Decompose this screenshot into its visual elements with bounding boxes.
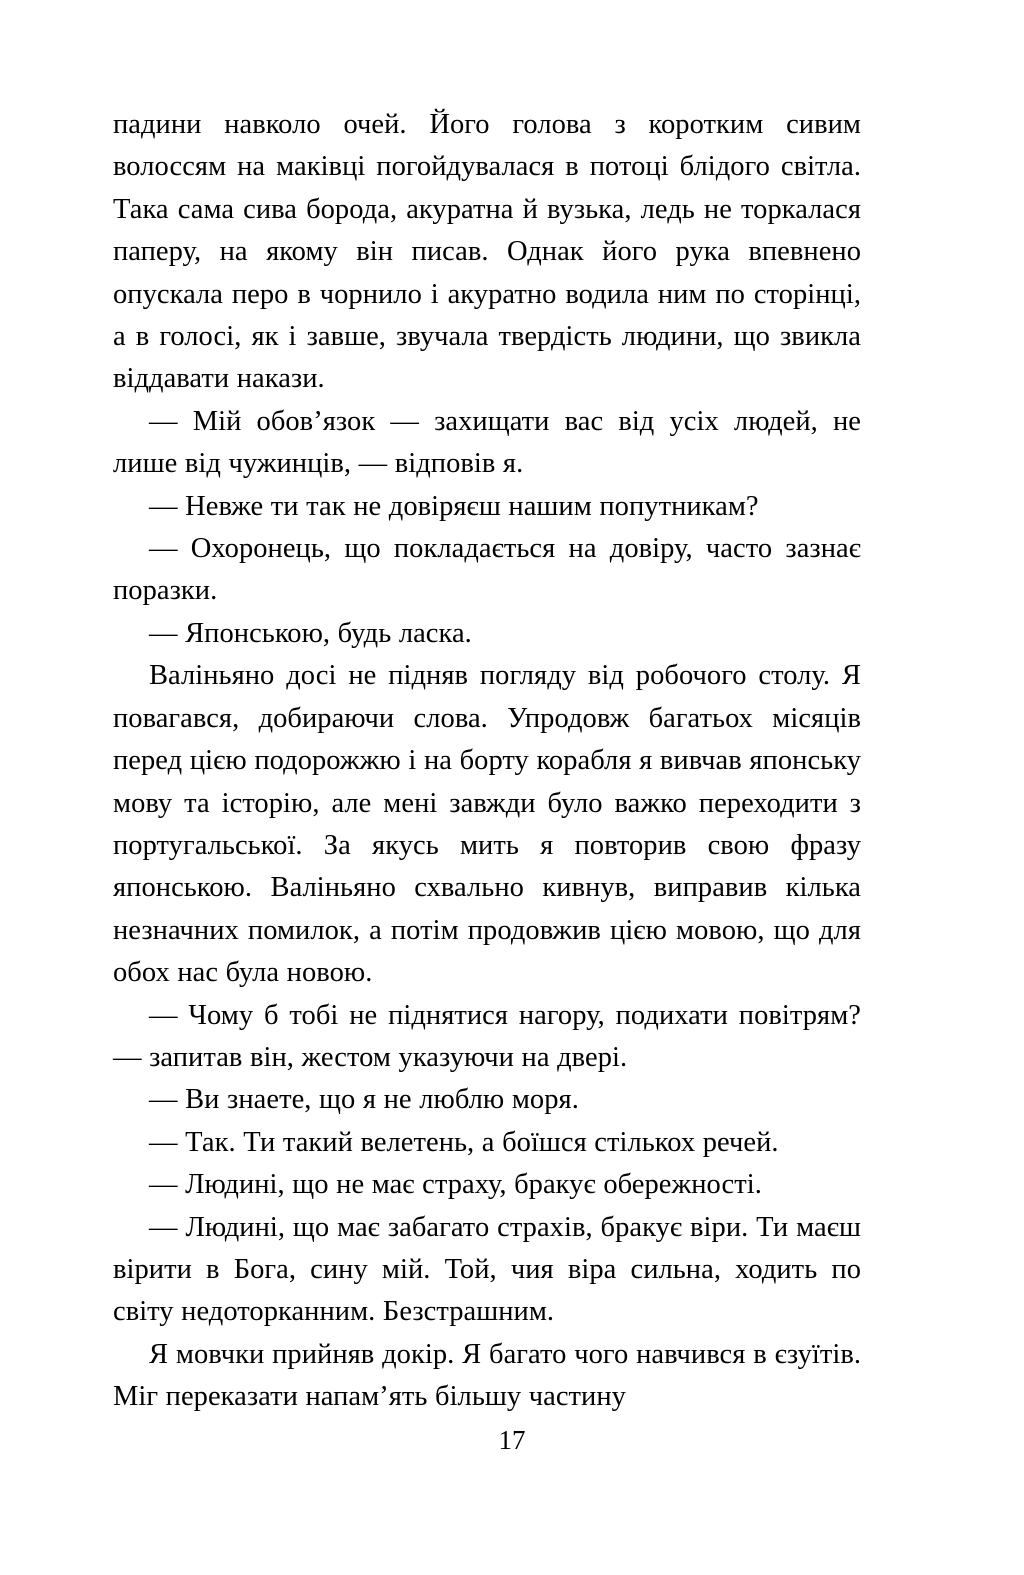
paragraph-dialogue-8: — Людині, що не має страху, бракує обережності. <box>149 1169 762 1201</box>
paragraph-narrative-2: Я мовчки прийняв докір. Я багато чого навчився в єзуїтів. Міг переказати напам’ять більшу частину <box>113 1338 861 1413</box>
paragraph-dialogue-9: — Людині, що має забагато страхів, бракує віри. Ти маєш вірити в Бога, сину мій. Той, чия віра сильна, ходить по світу недоторканним. Безстрашним. <box>113 1211 861 1328</box>
paragraph-narrative-1: Валіньяно досі не підняв погляду від робочого столу. Я повагався, добираючи слова. Упродовж багатьох місяців перед цією подорожжю і на борту корабля я вивчав японську мову та історію, але мені завжди було важко переходити з португальської. За якусь мить я повторив свою фразу японською. Валіньяно схвально кивнув, виправив кілька незначних помилок, а потім продовжив цією мовою, що для обох нас була новою. <box>113 660 861 989</box>
page-number: 17 <box>498 1425 526 1455</box>
paragraph-dialogue-2: — Невже ти так не довіряєш нашим попутникам? <box>149 490 759 522</box>
page-text-block <box>113 104 861 1419</box>
paragraph-dialogue-6: — Ви знаете, що я не люблю моря. <box>149 1084 579 1116</box>
paragraph-dialogue-1: — Мій обов’язок — захищати вас від усіх людей, не лише від чужинців, — відповів я. <box>113 405 861 480</box>
paragraph-dialogue-5: — Чому б тобі не піднятися нагору, подихати повітрям? — запитав він, жестом указуючи на двері. <box>113 999 861 1073</box>
paragraph-dialogue-3: — Охоронець, що покладається на довіру, часто зазнає поразки. <box>113 533 861 607</box>
paragraph-dialogue-7: — Так. Ти такий велетень, а боїшся стількох речей. <box>149 1126 779 1158</box>
paragraph-dialogue-4: — Японською, будь ласка. <box>149 617 472 649</box>
paragraph-continuation: падини навколо очей. Його голова з коротким сивим волоссям на маківці погойдувалася в потоці блідого світла. Така сама сива борода, акуратна й вузька, ледь не торкалася паперу, на якому він писав. Однак його рука впевнено опускала перо в чорнило і акуратно водила ним по сторінці, а в голосі, як і завше, звучала твердість людини, що звикла віддавати накази. <box>113 109 861 395</box>
